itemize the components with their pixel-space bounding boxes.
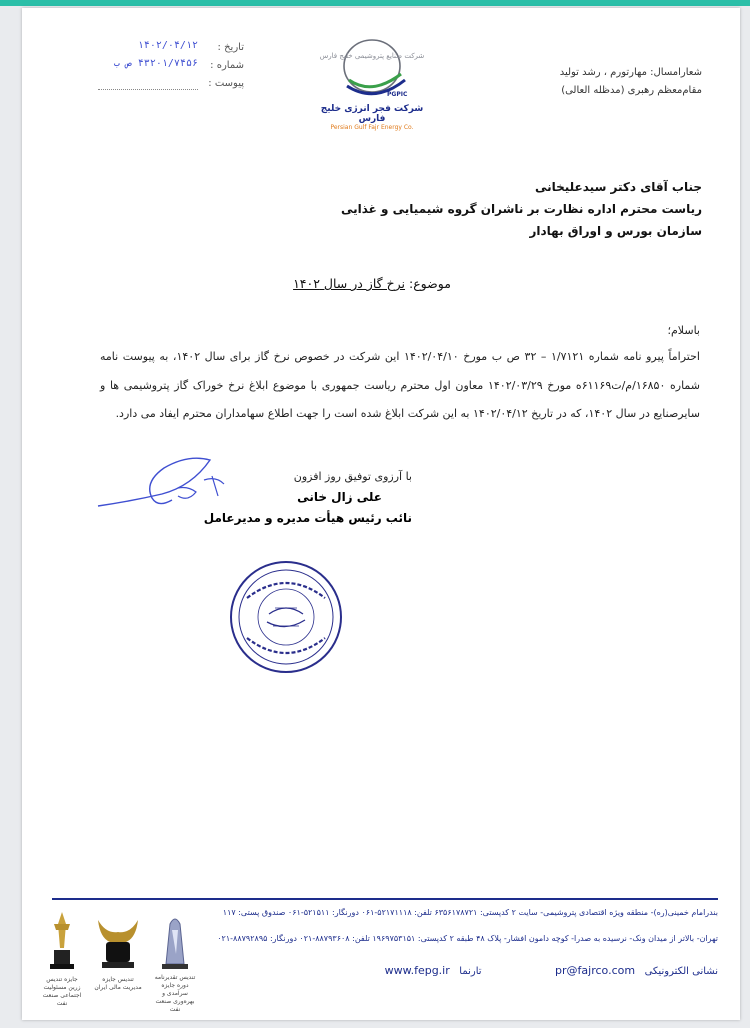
attachment-row — [94, 78, 244, 92]
attachment-label: پیوست : — [208, 78, 244, 89]
addressee-line1: جناب آقای دکتر سیدعلیخانی — [534, 180, 702, 194]
subject-text: نرخ گاز در سال ۱۴۰۲ — [293, 276, 406, 291]
letter-body — [100, 320, 700, 429]
company-stamp — [227, 558, 345, 676]
gold-statue-award-icon — [40, 908, 84, 972]
addressee-line3: سازمان بورس و اوراق بهادار — [529, 224, 702, 238]
body-paragraph: احتراماً پیرو نامه شماره ۱/۷۱۲۱ – ۳۲ ص ب مورخ ۱۴۰۲/۰۴/۱۰ این شرکت در خصوص نرخ گاز برای سال ۱۴۰۲، به پیوست نامه شماره ۱۶۸۵۰/م/ت۶۱۱۶۹ه مورخ ۱۴۰۲/۰۳/۲۹ معاون اول محترم ریاست جمهوری با موضوع ابلاغ نرخ خوراک گاز پتروشیمی ها و سایرصنایع در سال ۱۴۰۲، که در تاریخ ۱۴۰۲/۰۴/۱۲ به این شرکت ابلاغ شده است را جهت اطلاع سهامداران محترم ایفاد می دارد. — [100, 350, 701, 420]
award-1-caption: جایزه تندیس زرین مسئولیت اجتماعی صنعت نفت — [42, 976, 82, 1007]
glass-statue-award-icon — [152, 910, 198, 970]
signer-title: نائب رئیس هیأت مدیره و مدیرعامل — [203, 511, 412, 525]
logo-caption-fa: شرکت فجر انرژی خلیج فارس — [320, 104, 424, 124]
number-row — [94, 60, 244, 74]
web-link[interactable]: www.fepg.ir — [384, 964, 450, 977]
slogan-line1: شعارامسال: مهارتورم ، رشد تولید — [559, 67, 702, 78]
letter-page — [22, 8, 740, 1020]
award-1 — [40, 908, 84, 1008]
attachment-dots — [98, 78, 198, 90]
number-label: شماره : — [210, 60, 244, 71]
addressee-line2: ریاست محترم اداره نظارت بر ناشران گروه شیمیایی و غذایی — [340, 202, 702, 216]
subject-line — [222, 276, 522, 291]
date-label: تاریخ : — [217, 42, 244, 53]
logo-brand: PGPIC — [387, 91, 408, 98]
addressee-block — [302, 176, 702, 242]
email-label: نشانی الکترونیکی — [644, 966, 718, 977]
footer-address-2: تهران- بالاتر از میدان ونک- نرسیده به صدرا- کوچه دامون افشار- پلاک ۴۸ طبقه ۲ کدپستی: ۱۹۶۹۷۵۳۱۵۱ تلفن: ۸۸۷۹۳۶۰۸-۰۲۱ دورنگار: ۸۸۷۹۲۸۹۵-۰۲۱ — [217, 934, 718, 943]
footer-contacts — [248, 964, 718, 984]
date-value: ۱۴۰۲/۰۴/۱۲ — [137, 40, 198, 51]
award-3-caption: تندیس تقدیرنامه دوره جایزه سرآمدی و بهره‌وری صنعت نفت — [154, 974, 196, 1013]
closing-line: با آرزوی توفیق روز افزون — [293, 470, 412, 483]
logo-caption-en: Persian Gulf Fajr Energy Co. — [330, 124, 414, 131]
handwritten-signature — [92, 446, 242, 526]
award-2-caption: تندیس جایزه مدیریت مالی ایران — [94, 976, 142, 991]
footer-address-1: بندرامام خمینی(ره)- منطقه ویژه اقتصادی پتروشیمی- سایت ۲ کدپستی: ۶۳۵۶۱۷۸۷۲۱ تلفن: ۵۲۱۷۱۱۱۸-۰۶۱ دورنگار: ۵۲۱۵۱۱-۰۶۱ صندوق پستی: ۱۱۷ — [222, 908, 718, 917]
footer-rule — [52, 898, 718, 900]
meta-block — [84, 42, 244, 102]
award-3 — [152, 910, 198, 1014]
award-2 — [92, 914, 144, 992]
date-row — [94, 42, 244, 56]
logo-holding-fa: شرکت صنایع پتروشیمی خلیج فارس — [319, 52, 425, 60]
email-link[interactable]: pr@fajrco.com — [555, 964, 636, 977]
slogan-line2: مقام‌معظم رهبری (مدظله العالی) — [561, 85, 702, 96]
greeting: باسلام؛ — [667, 324, 700, 337]
subject-label: موضوع: — [409, 276, 451, 291]
number-value: ۴۳۲۰۱/۷۴۵۶ ص ب — [113, 58, 198, 69]
slogan-block — [482, 64, 702, 100]
web-label: تارنما — [459, 966, 482, 977]
signer-name: علی زال خانی — [297, 490, 382, 504]
bull-horns-award-icon — [92, 914, 144, 972]
pgpic-logo-icon — [327, 30, 417, 108]
top-accent-bar — [0, 0, 750, 6]
company-logo — [312, 30, 432, 140]
